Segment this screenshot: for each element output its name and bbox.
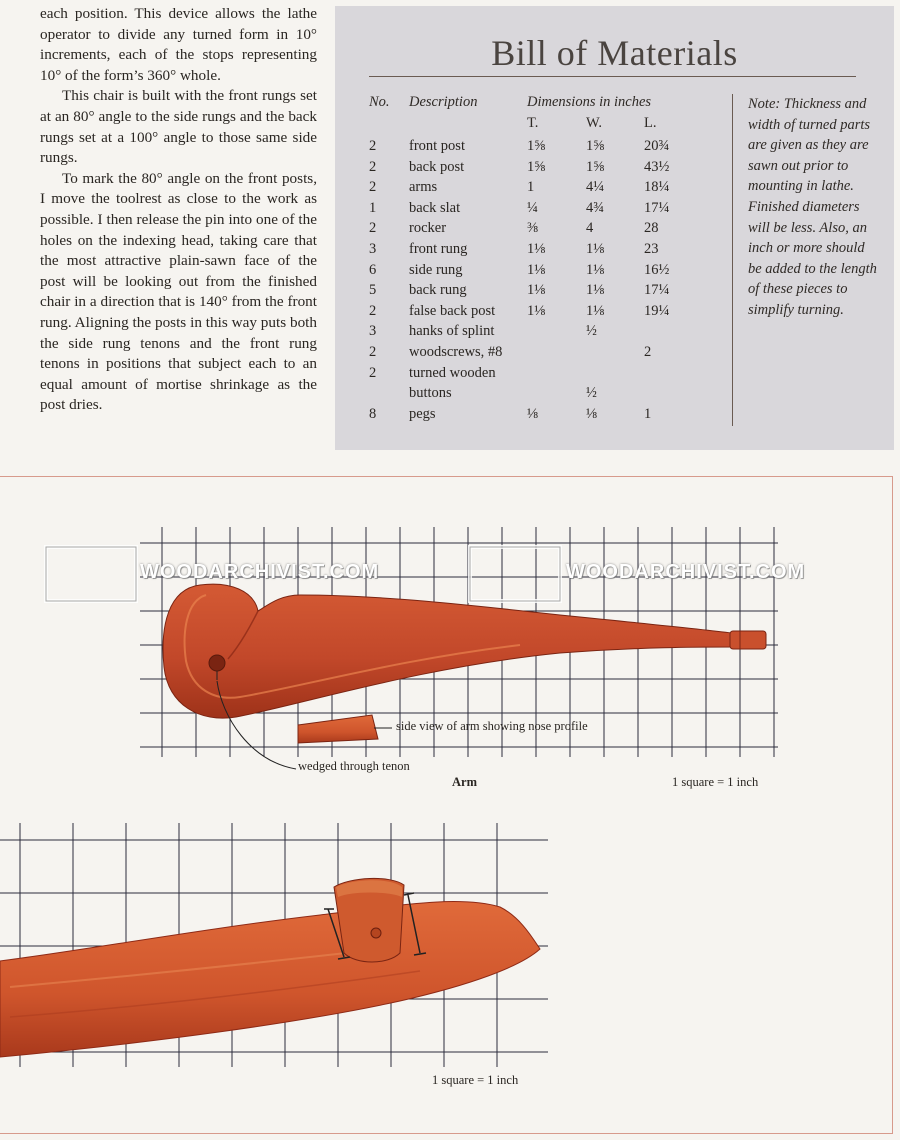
bom-header-w: W. (586, 115, 602, 131)
bom-row (335, 383, 732, 404)
bom-cell-length: 28 (644, 220, 659, 237)
bom-cell-no: 2 (369, 138, 377, 154)
bom-cell-description: turned wooden (409, 364, 496, 381)
article-paragraph: each position. This device allows the lathe operator to divide any turned form in 10° increments, each of the stops representing 10° of the form’s 360° whole. (40, 5, 317, 84)
scale-label-bottom: 1 square = 1 inch (432, 1073, 519, 1087)
bom-cell-width: 4¼ (586, 179, 605, 196)
bom-cell-width: ½ (586, 385, 597, 402)
bom-row (335, 218, 732, 239)
bom-cell-no: 2 (369, 158, 377, 175)
bom-cell-description: hanks of splint (409, 323, 495, 340)
bom-cell-no: 2 (369, 179, 377, 196)
arm-side-view (0, 878, 540, 1057)
bom-cell-thickness: ⅛ (527, 405, 538, 422)
bom-cell-length: 43½ (644, 158, 670, 175)
watermark-text-2: WOODARCHIVIST.COM (566, 561, 806, 583)
bom-cell-length: 1 (644, 405, 652, 422)
bom-row (335, 177, 732, 198)
bom-row (335, 342, 732, 363)
bom-cell-no: 6 (369, 261, 377, 278)
bom-header-no: No. (369, 94, 390, 110)
bom-cell-width: 4 (586, 220, 594, 237)
bom-cell-width: ⅛ (586, 405, 597, 422)
bom-cell-description: buttons (409, 385, 452, 402)
bom-cell-width: 1⅛ (586, 261, 605, 278)
bom-row (335, 301, 732, 322)
bom-cell-thickness: 1⅝ (527, 138, 546, 154)
bom-cell-description: pegs (409, 405, 436, 422)
bom-header-t: T. (527, 115, 539, 131)
bom-cell-length: 17¼ (644, 199, 670, 216)
bom-note: Note: Thickness and width of turned parts are given as they are sawn out prior to mounting in lathe. Finished diameters will be less. Also, an inch or more should be added to the length of these pieces to simplify turning. (748, 96, 877, 318)
bom-cell-no: 2 (369, 364, 377, 381)
bom-row (335, 198, 732, 219)
bom-cell-length: 17¼ (644, 282, 670, 299)
bom-cell-no: 3 (369, 241, 377, 257)
bom-title-rule (369, 76, 856, 77)
bom-cell-thickness: ⅜ (527, 220, 538, 237)
watermark-logo-2 (470, 547, 560, 601)
bom-cell-thickness: 1 (527, 179, 535, 196)
bom-header-dimensions: Dimensions in inches (527, 94, 652, 110)
bom-cell-width: 1⅛ (586, 241, 605, 257)
bom-title: Bill of Materials (491, 33, 738, 73)
bom-cell-length: 19¼ (644, 302, 670, 319)
arm-diagram (0, 476, 893, 1134)
bom-cell-thickness: 1⅛ (527, 241, 546, 257)
bom-row (335, 157, 732, 178)
bom-cell-description: back slat (409, 199, 461, 216)
bom-cell-description: front rung (409, 241, 468, 257)
bom-row (335, 321, 732, 342)
bom-cell-description: back post (409, 158, 465, 175)
article-paragraph: To mark the 80° angle on the front posts, I move the toolrest as close to the work as possible. I then release the pin into one of the holes on the indexing head, taking care that the most attractive plain-sawn face of the post will be looking out from the finished chair in a direction that is 140° from the front rung. Aligning the posts in this way puts both the side rung tenons and the front rung tenons in positions that subject each to an equal amount of mortise shrinkage as the post dries. (40, 169, 317, 414)
watermark-logo-1 (46, 547, 136, 601)
article-paragraph: This chair is built with the front rungs set at an 80° angle to the side rungs and the back rungs set at a 100° angle to those same side rungs. (40, 87, 317, 167)
bom-cell-description: woodscrews, #8 (409, 344, 503, 360)
bom-cell-thickness: 1⅛ (527, 302, 546, 319)
bom-cell-no: 2 (369, 220, 377, 237)
bom-cell-width: 4¾ (586, 199, 605, 216)
nose-profile-label: side view of arm showing nose profile (396, 719, 588, 733)
bom-cell-length: 2 (644, 344, 652, 360)
bom-row (335, 363, 732, 384)
bom-cell-description: arms (409, 179, 438, 196)
bom-header-l: L. (644, 115, 657, 131)
bom-row (335, 136, 732, 157)
bom-cell-width: 1⅛ (586, 282, 605, 299)
bill-of-materials (335, 6, 894, 450)
bom-cell-no: 8 (369, 405, 377, 422)
watermark-text-1: WOODARCHIVIST.COM (140, 561, 380, 583)
bom-cell-length: 23 (644, 241, 659, 257)
tenon-label: wedged through tenon (298, 759, 410, 773)
arm-caption: Arm (452, 775, 477, 789)
bom-cell-thickness: 1⅛ (527, 261, 546, 278)
bom-cell-no: 3 (369, 323, 377, 340)
bom-cell-thickness: 1⅝ (527, 158, 546, 175)
bom-cell-description: rocker (409, 220, 447, 237)
bom-row (335, 404, 732, 425)
bom-cell-no: 1 (369, 199, 377, 216)
bom-cell-width: 1⅛ (586, 302, 605, 319)
bom-row (335, 239, 732, 260)
bom-divider (732, 94, 733, 426)
bom-cell-description: false back post (409, 302, 496, 319)
article-text (40, 4, 317, 416)
bom-cell-description: side rung (409, 261, 463, 278)
bom-cell-description: front post (409, 138, 465, 154)
scale-label-top: 1 square = 1 inch (672, 775, 759, 789)
bom-row (335, 280, 732, 301)
bom-cell-thickness: ¼ (527, 199, 538, 216)
bom-cell-length: 20¾ (644, 138, 670, 154)
bom-cell-width: ½ (586, 323, 597, 340)
bom-cell-description: back rung (409, 282, 467, 299)
bom-cell-length: 18¼ (644, 179, 670, 196)
bom-header-description: Description (409, 94, 478, 110)
bom-cell-no: 2 (369, 302, 377, 319)
arm-top-view (163, 584, 766, 769)
bom-cell-width: 1⅝ (586, 158, 605, 175)
bom-cell-thickness: 1⅛ (527, 282, 546, 299)
bom-cell-no: 5 (369, 282, 377, 299)
bom-cell-length: 16½ (644, 261, 670, 278)
bom-row (335, 260, 732, 281)
bom-cell-no: 2 (369, 344, 377, 360)
bom-cell-width: 1⅝ (586, 138, 605, 154)
